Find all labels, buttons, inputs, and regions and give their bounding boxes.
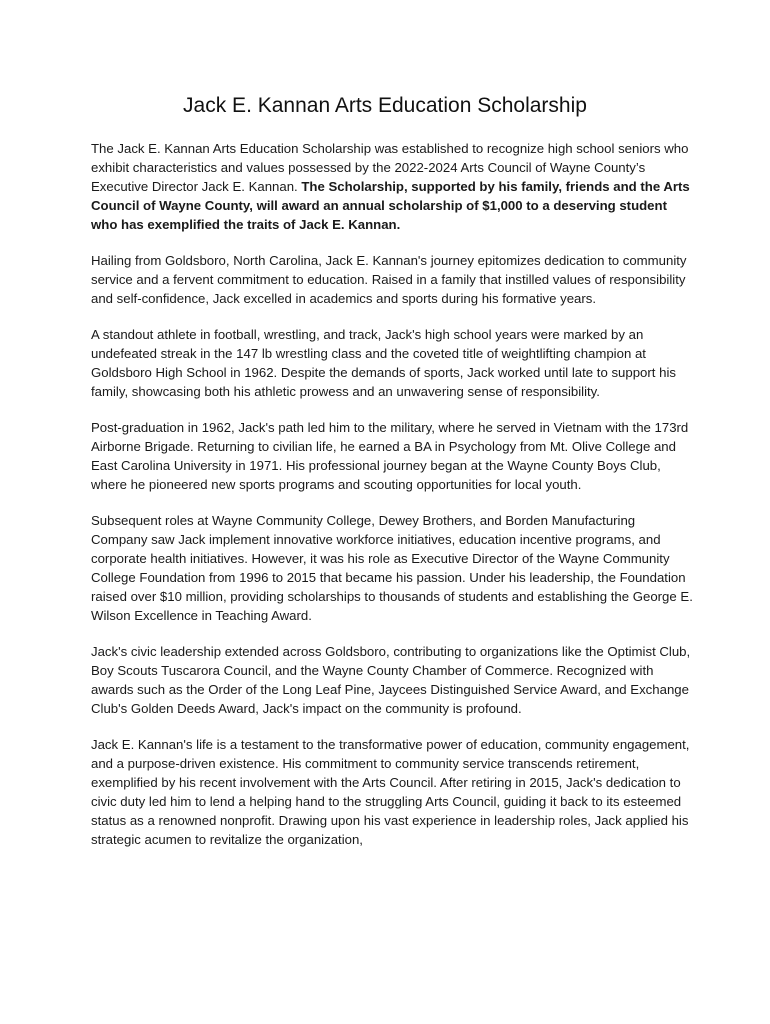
document-title: Jack E. Kannan Arts Education Scholarship	[183, 94, 587, 117]
paragraph-background: Hailing from Goldsboro, North Carolina, Jack E. Kannan's journey epitomizes dedication to community service and a fervent commitment to education. Raised in a family that instilled values of responsibility and self-confidence, Jack excelled in academics and sports during his formative years.	[91, 253, 687, 306]
paragraph-civic-leadership: Jack's civic leadership extended across Goldsboro, contributing to organizations like the Optimist Club, Boy Scouts Tuscarora Council, and the Wayne County Chamber of Commerce. Recognized with awards such as the Order of the Long Leaf Pine, Jaycees Distinguished Service Award, and Exchange Club's Golden Deeds Award, Jack's impact on the community is profound.	[91, 644, 691, 716]
document-body	[91, 139, 693, 866]
paragraph-foundation-career: Subsequent roles at Wayne Community College, Dewey Brothers, and Borden Manufacturing Company saw Jack implement innovative workforce initiatives, education incentive programs, and corporate health initiatives. However, it was his role as Executive Director of the Wayne Community College Foundation from 1996 to 2015 that became his passion. Under his leadership, the Foundation raised over $10 million, providing scholarships to thousands of students and establishing the George E. Wilson Excellence in Teaching Award.	[91, 513, 693, 623]
paragraph-athletics: A standout athlete in football, wrestling, and track, Jack's high school years were marked by an undefeated streak in the 147 lb wrestling class and the coveted title of weightlifting champion at Goldsboro High School in 1962. Despite the demands of sports, Jack worked until late to support his family, showcasing both his athletic prowess and an unwavering sense of responsibility.	[91, 327, 676, 399]
paragraph-legacy: Jack E. Kannan's life is a testament to the transformative power of education, community engagement, and a purpose-driven existence. His commitment to community service transcends retirement, exemplified by his recent involvement with the Arts Council. After retiring in 2015, Jack's dedication to civic duty led him to lend a helping hand to the struggling Arts Council, guiding it back to its esteemed status as a renowned nonprofit. Drawing upon his vast experience in leadership roles, Jack applied his strategic acumen to revitalize the organization,	[91, 737, 690, 847]
intro-text: The Jack E. Kannan Arts Education Scholarship was established to recognize high school seniors who exhibit characteristics and values possessed by the 2022-2024 Arts Council of Wayne County’s Executive Director Jack E. Kannan.	[91, 141, 689, 194]
paragraph-military-career: Post-graduation in 1962, Jack's path led him to the military, where he served in Vietnam with the 173rd Airborne Brigade. Returning to civilian life, he earned a BA in Psychology from Mt. Olive College and East Carolina University in 1971. His professional journey began at the Wayne County Boys Club, where he pioneered new sports programs and scouting opportunities for local youth.	[91, 420, 689, 492]
intro-bold-text: The Scholarship, supported by his family, friends and the Arts Council of Wayne County, will award an annual scholarship of $1,000 to a deserving student who has exemplified the traits of Jack E. Kannan.	[91, 179, 690, 232]
intro-paragraph	[91, 139, 693, 234]
